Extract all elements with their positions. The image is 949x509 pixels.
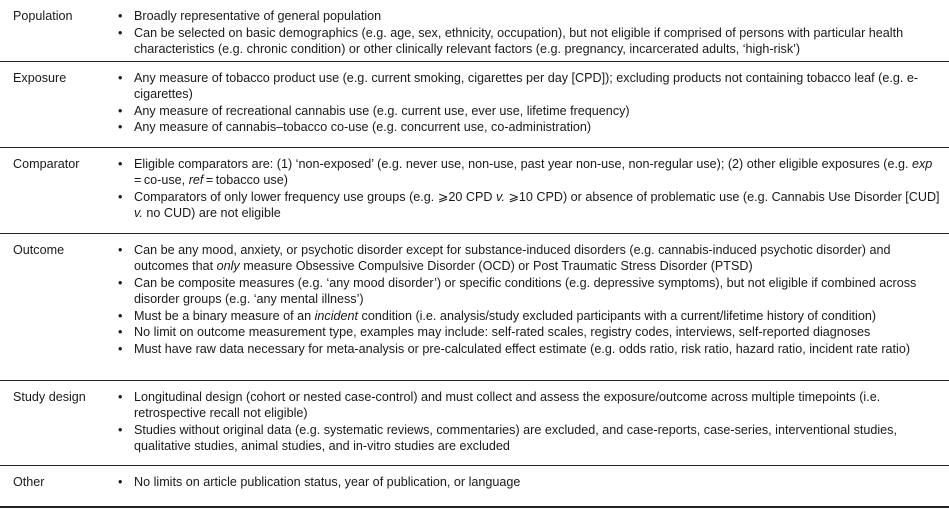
item-text: = co-use, — [134, 156, 935, 188]
criterion-items — [114, 147, 949, 233]
list-item — [115, 8, 943, 25]
bullet-list — [115, 474, 943, 491]
item-text: Must have raw data necessary for meta-analysis or pre-calculated effect estimate (e.g. odds ratio, risk ratio, hazard ratio, incident rate ratio) — [134, 342, 911, 357]
list-item — [115, 474, 943, 491]
item-text: = tobacco use) — [203, 173, 288, 188]
criterion-label: Study design — [13, 389, 86, 404]
item-text: No limit on outcome measurement type, examples may include: self-rated scales, registry codes, interviews, self-reported diagnoses — [134, 325, 871, 340]
item-text: ⩾10 CPD) or absence of problematic use (e.g. Cannabis Use Disorder [CUD] — [504, 189, 940, 204]
list-item — [115, 156, 943, 189]
item-text: no CUD) are not eligible — [142, 206, 281, 221]
item-text: Must be a binary measure of an — [134, 308, 315, 323]
table-row — [0, 380, 949, 465]
italic-term: exp — [911, 156, 933, 171]
criterion-items — [114, 465, 949, 507]
criterion-items — [114, 0, 949, 61]
bullet-list — [115, 389, 943, 455]
item-text: Any measure of recreational cannabis use (e.g. current use, ever use, lifetime frequency) — [134, 103, 630, 118]
list-item — [115, 242, 943, 275]
list-item — [115, 341, 943, 358]
italic-term: v. — [495, 189, 505, 204]
list-item — [115, 189, 943, 222]
table-row — [0, 233, 949, 380]
list-item — [115, 70, 943, 103]
italic-term: ref — [188, 173, 204, 188]
item-text: No limits on article publication status, year of publication, or language — [134, 474, 521, 489]
item-text: Any measure of cannabis–tobacco co-use (e.g. concurrent use, co-administration) — [134, 120, 592, 135]
criterion-label: Comparator — [13, 156, 80, 171]
table-row — [0, 465, 949, 507]
bullet-list — [115, 156, 943, 222]
list-item — [115, 275, 943, 308]
list-item — [115, 324, 943, 341]
bullet-list — [115, 8, 943, 58]
item-text: Any measure of tobacco product use (e.g. current smoking, cigarettes per day [CPD]); excluding products not containing tobacco leaf (e.g. e-cigarettes) — [134, 70, 919, 102]
item-text: Longitudinal design (cohort or nested case-control) and must collect and assess the exposure/outcome across multiple timepoints (i.e. retrospective recall not eligible) — [134, 389, 881, 421]
item-text: Can be selected on basic demographics (e.g. age, sex, ethnicity, occupation), but not eligible if comprised of persons with particular health characteristics (e.g. chronic condition) or other clinically relevant factors (e.g. pregnancy, incarcerated adults, ‘high-risk’) — [134, 25, 904, 57]
table-row — [0, 147, 949, 233]
table-row — [0, 0, 949, 61]
italic-term: only — [216, 259, 240, 274]
item-text: Studies without original data (e.g. systematic reviews, commentaries) are excluded, and case-reports, case-series, interventional studies, qualitative studies, animal studies, and in-vitro studies are excluded — [134, 422, 897, 454]
table-row — [0, 61, 949, 147]
italic-term: incident — [314, 308, 359, 323]
list-item — [115, 25, 943, 58]
criterion-label: Population — [13, 9, 73, 23]
item-text: Eligible comparators are: (1) ‘non-exposed’ (e.g. never use, non-use, past year non-use, non-regular use); (2) other eligible exposures (e.g. — [134, 156, 912, 171]
item-text: condition (i.e. analysis/study excluded participants with a current/lifetime history of condition) — [358, 308, 877, 323]
item-text: Broadly representative of general population — [134, 9, 382, 23]
criterion-items — [114, 233, 949, 380]
item-text: Can be any mood, anxiety, or psychotic disorder except for substance-induced disorders (e.g. cannabis-induced psychotic disorder) and outcomes that — [134, 242, 891, 274]
list-item — [115, 422, 943, 455]
italic-term: v. — [134, 206, 143, 221]
list-item — [115, 103, 943, 120]
item-text: Comparators of only lower frequency use groups (e.g. ⩾20 CPD — [134, 189, 496, 204]
bullet-list — [115, 70, 943, 136]
criterion-items — [114, 380, 949, 465]
criterion-items — [114, 61, 949, 147]
list-item — [115, 308, 943, 325]
list-item — [115, 389, 943, 422]
bullet-list — [115, 242, 943, 358]
criterion-label: Exposure — [13, 70, 67, 85]
item-text: measure Obsessive Compulsive Disorder (OCD) or Post Traumatic Stress Disorder (PTSD) — [239, 259, 753, 274]
item-text: Can be composite measures (e.g. ‘any mood disorder’) or specific conditions (e.g. depressive symptoms), but not eligible if combined across disorder groups (e.g. ‘any mental illness’) — [134, 275, 917, 307]
list-item — [115, 119, 943, 136]
criterion-label: Outcome — [13, 242, 65, 257]
criterion-label: Other — [13, 474, 45, 489]
